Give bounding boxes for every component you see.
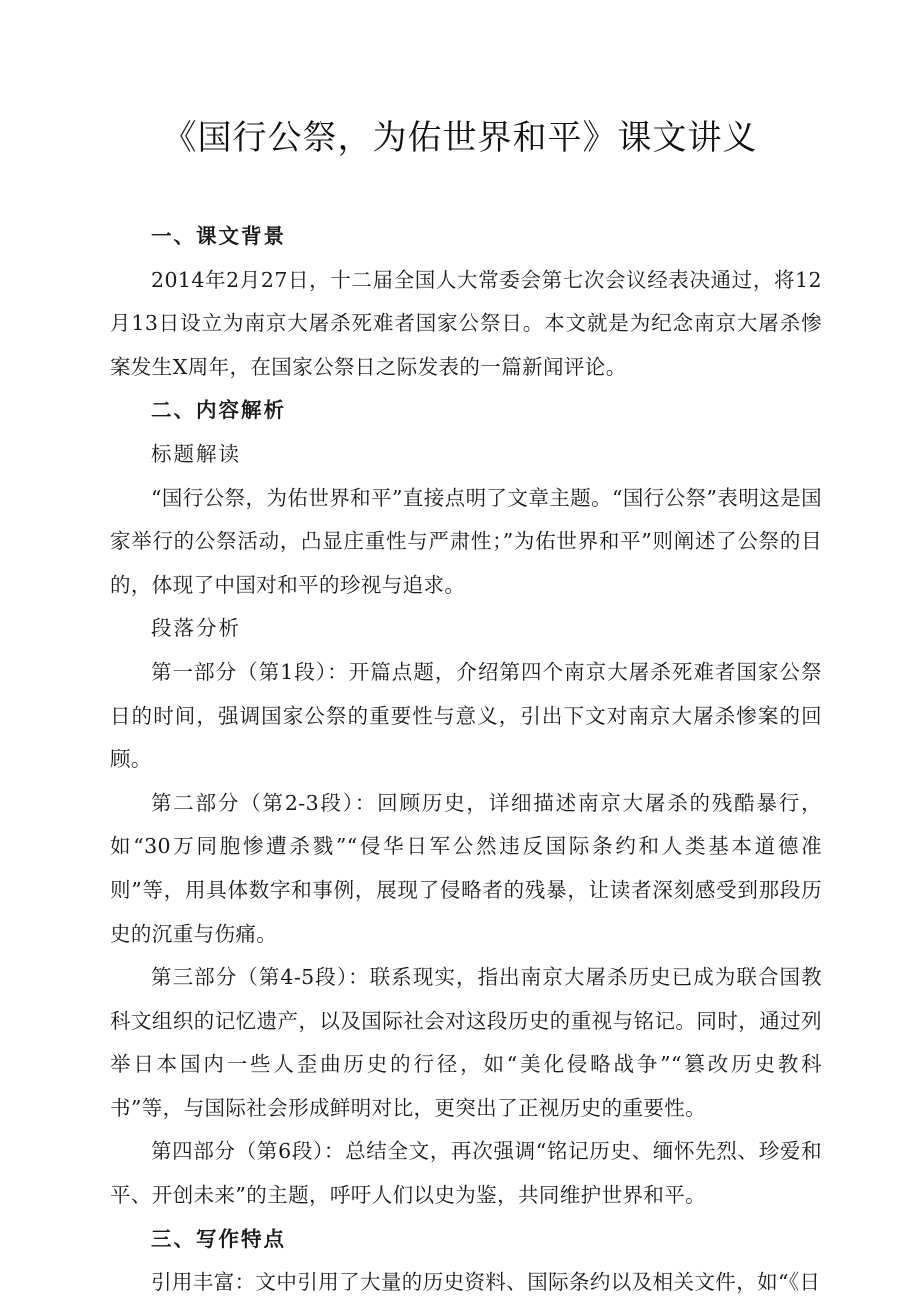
subheading-paragraph-analysis: 段落分析 <box>151 616 241 641</box>
part-two-paragraph: 第二部分（第2-3段）：回顾历史，详细描述南京大屠杀的残酷暴行，如“30万同胞惨遭杀戮”“侵华日军公然违反国际条约和人类基本道德准则”等，用具体数字和事例，展现了侵略者的残暴，让读者深刻感受到那段历史的沉重与伤痛。 <box>110 790 822 946</box>
section-heading-writing: 三、写作特点 <box>151 1226 286 1251</box>
background-paragraph: 2014年2月27日，十二届全国人大常委会第七次会议经表决通过，将12月13日设立为南京大屠杀死难者国家公祭日。本文就是为纪念南京大屠杀惨案发生X周年，在国家公祭日之际发表的一篇新闻评论。 <box>110 267 822 379</box>
section-heading-analysis: 二、内容解析 <box>151 398 286 423</box>
title-reading-paragraph: “国行公祭，为佑世界和平”直接点明了文章主题。“国行公祭”表明这是国家举行的公祭活动，凸显庄重性与严肃性；”为佑世界和平”则阐述了公祭的目的，体现了中国对和平的珍视与追求。 <box>110 485 822 597</box>
section-heading-background: 一、课文背景 <box>151 224 286 248</box>
part-three-paragraph: 第三部分（第4-5段）：联系现实，指出南京大屠杀历史已成为联合国教科文组织的记忆遗产，以及国际社会对这段历史的重视与铭记。同时，通过列举日本国内一些人歪曲历史的行径，如“美化侵略战争”“篡改历史教科书”等，与国际社会形成鲜明对比，更突出了正视历史的重要性。 <box>110 965 822 1120</box>
document-body <box>110 215 822 1305</box>
part-one-paragraph: 第一部分（第1段）：开篇点题，介绍第四个南京大屠杀死难者国家公祭日的时间，强调国家公祭的重要性与意义，引出下文对南京大屠杀惨案的回顾。 <box>110 659 822 772</box>
document-title: 《国行公祭，为佑世界和平》课文讲义 <box>162 118 758 158</box>
writing-features-paragraph: 引用丰富：文中引用了大量的历史资料、国际条约以及相关文件，如“《日 <box>151 1270 821 1295</box>
subheading-title-reading: 标题解读 <box>151 441 241 466</box>
part-four-paragraph: 第四部分（第6段）：总结全文，再次强调“铭记历史、缅怀先烈、珍爱和平、开创未来”的主题，呼吁人们以史为鉴，共同维护世界和平。 <box>110 1139 822 1208</box>
